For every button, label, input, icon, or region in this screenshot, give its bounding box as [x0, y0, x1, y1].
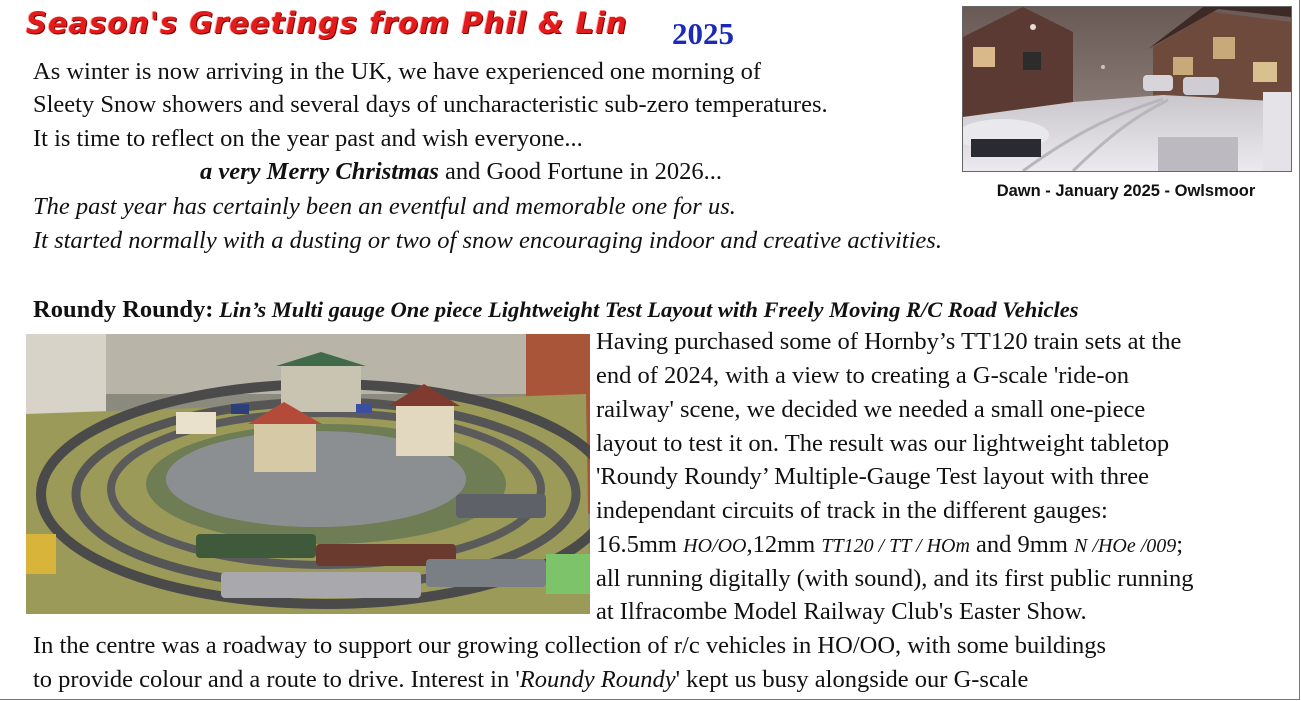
page-title: Season's Greetings from Phil & Lin — [26, 6, 628, 40]
body-line-2: end of 2024, with a view to creating a G-scale 'ride-on — [596, 362, 1130, 389]
year-label: 2025 — [672, 16, 734, 51]
model-railway-layout-photo — [26, 334, 590, 614]
section-heading-sub: Lin’s Multi gauge One piece Lightweight Test Layout with Freely Moving R/C Road Vehicles — [213, 297, 1079, 322]
section-heading — [33, 296, 1078, 324]
gauge-1-size: 16.5mm — [596, 531, 684, 558]
body-line-10: In the centre was a roadway to support our growing collection of r/c vehicles in HO/OO, with some buildings — [33, 632, 1106, 659]
body-line-6: independant circuits of track in the different gauges: — [596, 497, 1108, 524]
intro-line-6: It started normally with a dusting or two of snow encouraging indoor and creative activities. — [33, 227, 942, 254]
body-line-11 — [33, 668, 1028, 693]
model-railway-layout-image — [26, 334, 590, 614]
body-line-11-end: ' kept us busy alongside our G-scale — [675, 666, 1029, 693]
gauge-3-scale: N /HOe /009 — [1074, 535, 1177, 557]
intro-line-2: Sleety Snow showers and several days of uncharacteristic sub-zero temperatures. — [33, 91, 828, 118]
body-line-4: layout to test it on. The result was our lightweight tabletop — [596, 430, 1170, 457]
body-line-9: at Ilfracombe Model Railway Club's Easter Show. — [596, 598, 1087, 625]
body-line-8: all running digitally (with sound), and its first public running — [596, 565, 1194, 592]
intro-line-3: It is time to reflect on the year past and wish everyone... — [33, 125, 583, 152]
body-line-1: Having purchased some of Hornby’s TT120 train sets at the — [596, 328, 1182, 355]
section-heading-main: Roundy Roundy: — [33, 296, 214, 323]
gauge-terminator: ; — [1176, 531, 1184, 558]
body-line-11-start: to provide colour and a route to drive. Interest in ' — [33, 666, 520, 693]
gauge-2-size: ,12mm — [746, 531, 822, 558]
intro-line-4 — [200, 160, 722, 185]
roundy-roundy-name: Roundy Roundy — [519, 666, 676, 693]
body-line-3: railway' scene, we decided we needed a small one-piece — [596, 396, 1146, 423]
merry-christmas-text: a very Merry Christmas — [200, 158, 439, 185]
intro-line-5: The past year has certainly been an eventful and memorable one for us. — [33, 193, 736, 220]
gauge-2-scale: TT120 / TT / HOm — [821, 535, 970, 557]
gauge-1-scale: HO/OO — [683, 535, 747, 557]
body-line-5: 'Roundy Roundy’ Multiple-Gauge Test layout with three — [596, 463, 1149, 490]
photo-caption: Dawn - January 2025 - Owlsmoor — [996, 182, 1256, 200]
body-line-7 — [596, 533, 1183, 558]
snowy-street-photo — [962, 6, 1292, 172]
gauge-3-size: and 9mm — [969, 531, 1075, 558]
intro-line-1: As winter is now arriving in the UK, we have experienced one morning of — [33, 58, 761, 85]
snowy-street-image — [963, 7, 1291, 171]
good-fortune-text: and Good Fortune in 2026... — [438, 158, 722, 185]
